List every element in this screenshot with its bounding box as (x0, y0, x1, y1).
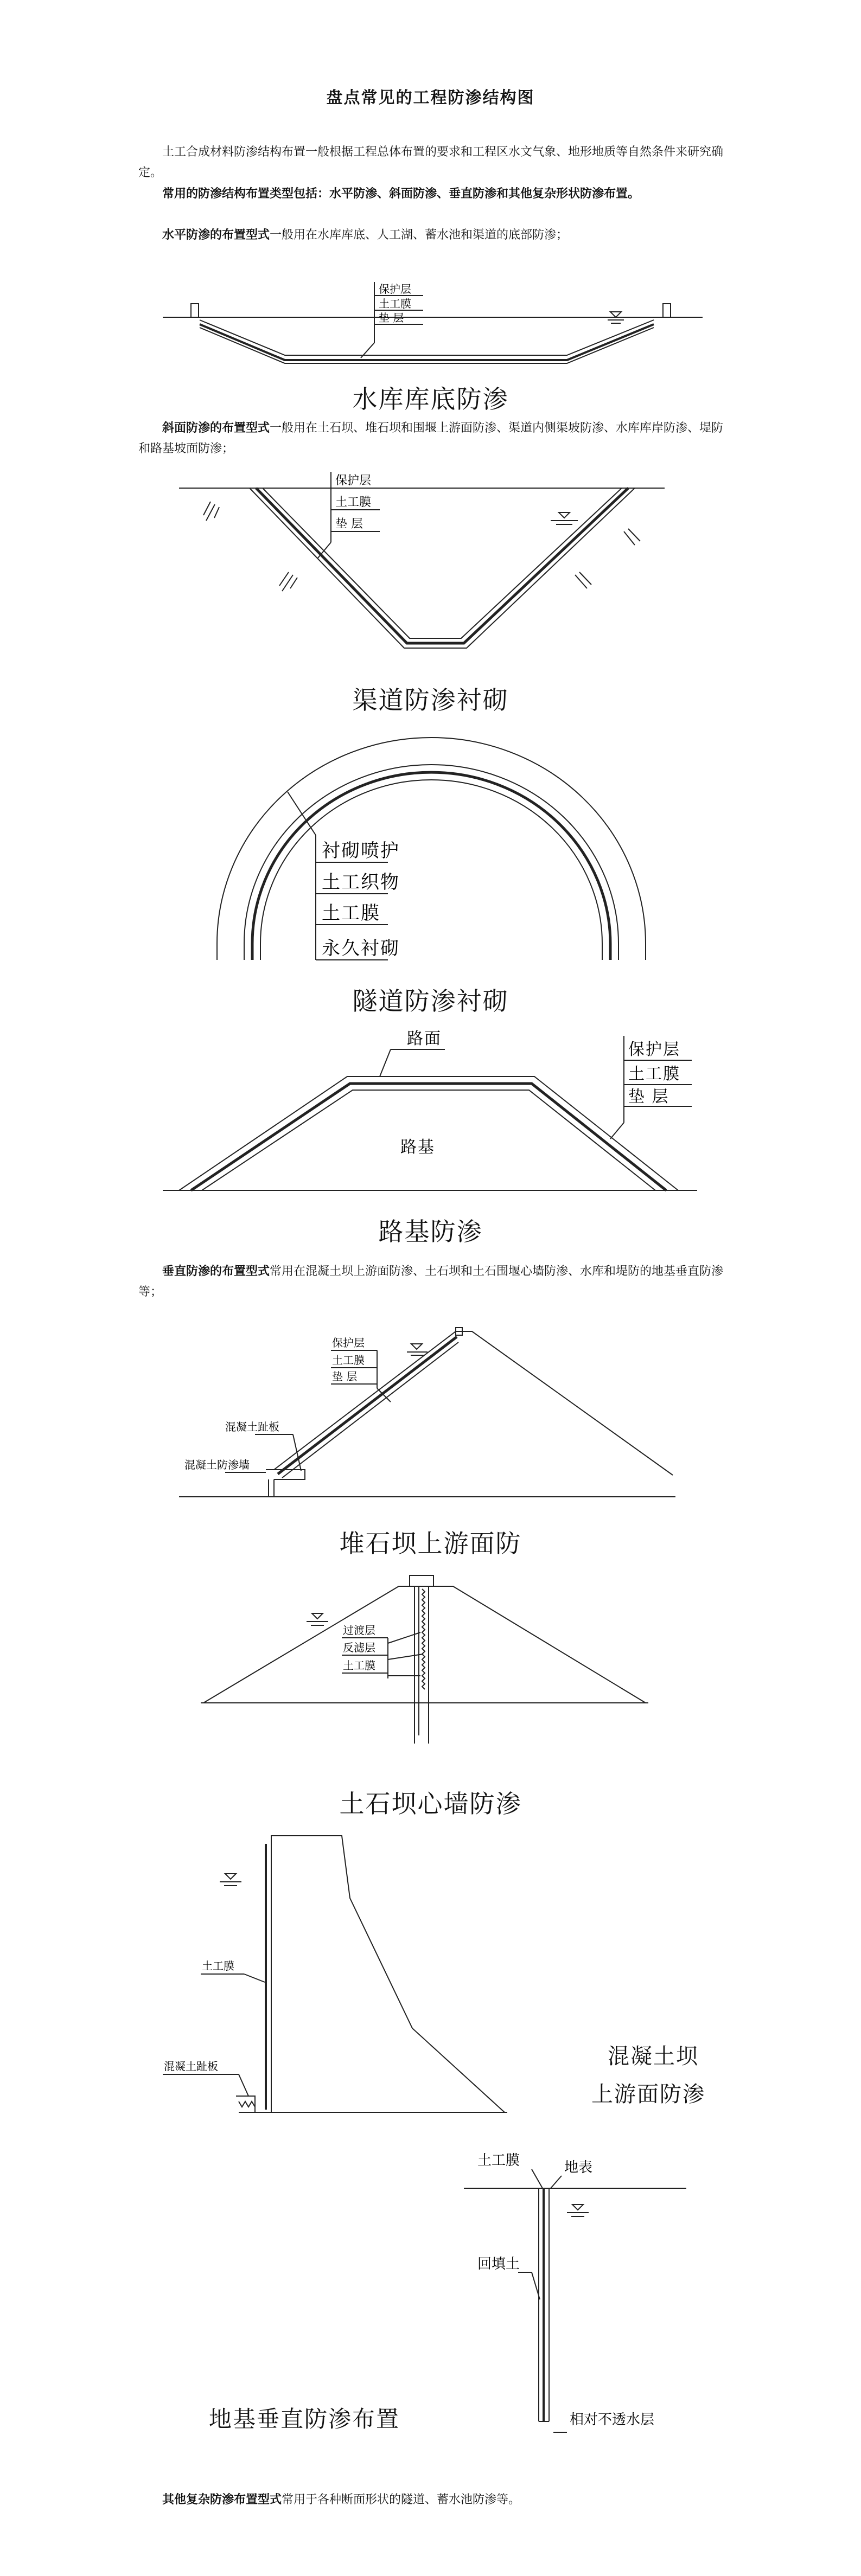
fig4-layer-protect: 保护层 (628, 1040, 680, 1059)
fig6-layer-membrane: 土工膜 (343, 1659, 375, 1672)
fig8-impervious: 相对不透水层 (570, 2412, 655, 2428)
fig5-wall: 混凝土防渗墙 (184, 1458, 250, 1471)
fig2-layer-protect: 保护层 (335, 474, 372, 488)
fig8-caption: 地基垂直防渗布置 (209, 2406, 400, 2432)
tunnel-lining-diagram (0, 732, 861, 960)
fig2-layer-membrane: 土工膜 (335, 496, 372, 509)
core-wall-diagram (0, 1562, 861, 1768)
fig3-layer-membrane: 土工膜 (322, 902, 380, 924)
slope-text: 一般用在土石坝、堆石坝和围堰上游面防渗、渠道内侧渠坡防渗、水库库岸防渗、堤防和路基坡面防渗； (138, 421, 724, 456)
fig6-caption: 土石坝心墙防渗 (339, 1789, 522, 1818)
intro-paragraph: 土工合成材料防渗结构布置一般根据工程总体布置的要求和工程区水文气象、地形地质等自然条件来研究确定。 (138, 145, 724, 180)
fig5-caption: 堆石坝上游面防 (339, 1529, 522, 1558)
types-paragraph: 常用的防渗结构布置类型包括：水平防渗、斜面防渗、垂直防渗和其他复杂形状防渗布置。 (162, 187, 640, 201)
other-lead: 其他复杂防渗布置型式 (162, 2492, 282, 2507)
other-text: 常用于各种断面形状的隧道、蓄水池防渗等。 (282, 2493, 521, 2507)
fig7-slab: 混凝土趾板 (164, 2060, 218, 2073)
fig4-layer-cushion: 垫 层 (628, 1087, 669, 1106)
other-paragraph (138, 2489, 730, 2510)
fig1-layer-cushion: 垫 层 (379, 311, 404, 324)
fig5-layer-protect: 保护层 (332, 1336, 365, 1349)
fig7-membrane: 土工膜 (202, 1959, 234, 1972)
fig1-layer-protect: 保护层 (379, 283, 411, 296)
fig8-surface: 地表 (564, 2160, 593, 2176)
slope-lead: 斜面防渗的布置型式 (162, 421, 270, 435)
foundation-vertical-diagram (0, 2148, 861, 2440)
page-title: 盘点常见的工程防渗结构图 (326, 88, 535, 107)
fig1-layer-membrane: 土工膜 (379, 297, 411, 310)
fig2-layer-cushion: 垫 层 (335, 517, 363, 531)
subgrade-diagram (0, 1020, 861, 1199)
vertical-lead: 垂直防渗的布置型式 (162, 1264, 270, 1278)
horizontal-text: 一般用在水库库底、人工湖、蓄水池和渠道的底部防渗； (270, 228, 569, 242)
horizontal-lead: 水平防渗的布置型式 (162, 228, 270, 242)
fig6-layer-filter: 反滤层 (343, 1641, 375, 1654)
fig5-slab: 混凝土趾板 (225, 1420, 279, 1433)
fig8-membrane: 土工膜 (477, 2152, 520, 2169)
fig4-caption: 路基防渗 (378, 1217, 483, 1246)
channel-lining-diagram (0, 466, 861, 662)
fig8-backfill: 回填土 (477, 2256, 520, 2272)
fig4-layer-membrane: 土工膜 (628, 1065, 680, 1084)
fig3-caption: 隧道防渗衬砌 (352, 986, 509, 1016)
fig5-layer-cushion: 垫 层 (332, 1370, 358, 1383)
concrete-dam-diagram (0, 1822, 861, 2137)
rockfill-dam-diagram (0, 1312, 861, 1518)
fig3-layer-permanent: 永久衬砌 (322, 938, 400, 959)
fig7-caption-line2: 上游面防渗 (591, 2082, 705, 2107)
slope-paragraph (138, 418, 730, 459)
fig3-layer-geotextile: 土工织物 (322, 872, 400, 893)
fig6-layer-transition: 过渡层 (343, 1624, 375, 1637)
vertical-text: 常用在混凝土坝上游面防渗、土石坝和土石围堰心墙防渗、水库和堤防的地基垂直防渗等； (138, 1265, 724, 1299)
vertical-paragraph (138, 1261, 730, 1303)
horizontal-paragraph (138, 225, 730, 246)
fig2-caption: 渠道防渗衬砌 (352, 685, 509, 715)
fig4-road-surface: 路面 (407, 1029, 442, 1048)
fig3-layer-spray: 衬砌喷护 (322, 840, 400, 862)
fig1-caption: 水库库底防渗 (352, 385, 509, 414)
fig5-layer-membrane: 土工膜 (332, 1354, 365, 1367)
fig4-subgrade: 路基 (400, 1138, 435, 1157)
reservoir-bottom-diagram (0, 266, 861, 369)
fig7-caption-line1: 混凝土坝 (608, 2044, 699, 2069)
